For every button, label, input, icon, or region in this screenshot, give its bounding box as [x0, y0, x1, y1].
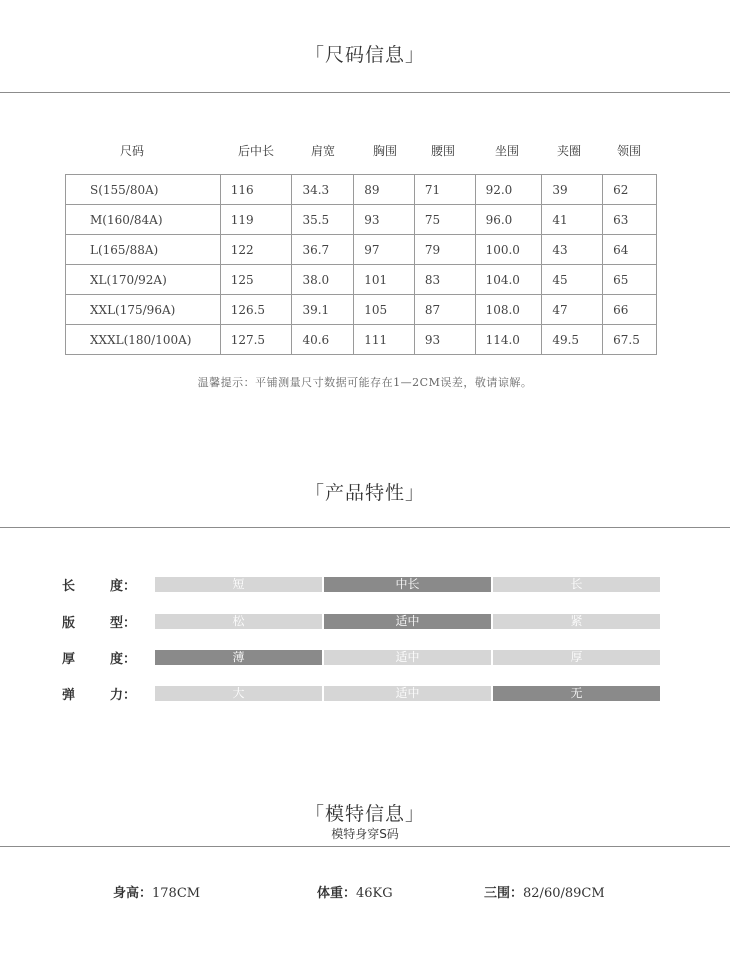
size-cell: XXL(175/96A)	[66, 295, 221, 325]
header-size: 尺码	[119, 144, 145, 158]
measure-cell: 39.1	[292, 295, 354, 325]
table-row	[66, 205, 657, 235]
product-section-title: 「产品特性」	[304, 482, 425, 504]
header-shoulder: 肩宽	[310, 144, 336, 158]
measure-cell: 47	[542, 295, 603, 325]
measure-cell: 36.7	[292, 235, 354, 265]
measure-cell: 66	[603, 295, 657, 325]
attribute-label-second: 度：	[110, 579, 137, 594]
measure-cell: 40.6	[292, 325, 354, 355]
size-cell: XL(170/92A)	[66, 265, 221, 295]
measure-cell: 45	[542, 265, 603, 295]
measure-cell: 62	[603, 175, 657, 205]
header-hip: 坐围	[494, 144, 520, 158]
measure-cell: 96.0	[475, 205, 542, 235]
table-row	[66, 175, 657, 205]
attribute-option-bar: 薄	[155, 650, 322, 665]
attribute-row	[0, 650, 730, 666]
attribute-row	[0, 577, 730, 593]
size-cell: XXXL(180/100A)	[66, 325, 221, 355]
divider	[0, 527, 730, 528]
attribute-label-first: 版	[62, 616, 76, 631]
attribute-option-bar: 短	[155, 577, 322, 592]
measure-cell: 49.5	[542, 325, 603, 355]
measure-cell: 111	[354, 325, 415, 355]
table-row	[66, 295, 657, 325]
size-cell: L(165/88A)	[66, 235, 221, 265]
attribute-option-bar: 适中	[324, 614, 491, 629]
attribute-label-first: 厚	[62, 652, 76, 667]
model-weight-value: 46KG	[356, 886, 393, 901]
measure-cell: 93	[414, 325, 475, 355]
attribute-label-second: 型：	[110, 616, 137, 631]
measure-cell: 105	[354, 295, 415, 325]
attribute-option-bar: 厚	[493, 650, 660, 665]
measure-cell: 119	[220, 205, 292, 235]
table-row	[66, 325, 657, 355]
measure-cell: 92.0	[475, 175, 542, 205]
measure-cell: 41	[542, 205, 603, 235]
measure-cell: 125	[220, 265, 292, 295]
measure-cell: 67.5	[603, 325, 657, 355]
size-table-header	[0, 142, 730, 158]
attribute-label-second: 力：	[110, 688, 137, 703]
header-back-length: 后中长	[237, 144, 275, 158]
attribute-option-bar: 长	[493, 577, 660, 592]
model-measurements	[484, 882, 605, 901]
attribute-label-first: 长	[62, 579, 76, 594]
attribute-row	[0, 686, 730, 702]
measure-cell: 114.0	[475, 325, 542, 355]
measure-cell: 39	[542, 175, 603, 205]
measure-cell: 64	[603, 235, 657, 265]
measure-cell: 43	[542, 235, 603, 265]
model-measure-label: 三围：	[484, 886, 524, 901]
attribute-label-second: 度：	[110, 652, 137, 667]
measure-cell: 63	[603, 205, 657, 235]
attribute-option-bar: 无	[493, 686, 660, 701]
model-subtitle: 模特身穿S码	[331, 827, 399, 841]
measure-cell: 87	[414, 295, 475, 325]
measure-cell: 34.3	[292, 175, 354, 205]
model-height-label: 身高：	[113, 886, 153, 901]
measure-cell: 101	[354, 265, 415, 295]
attribute-option-bar: 大	[155, 686, 322, 701]
measure-cell: 89	[354, 175, 415, 205]
measure-cell: 38.0	[292, 265, 354, 295]
attribute-row	[0, 614, 730, 630]
attribute-option-bar: 中长	[324, 577, 491, 592]
header-collar: 领围	[616, 144, 642, 158]
model-height-value: 178CM	[152, 886, 201, 901]
measure-cell: 100.0	[475, 235, 542, 265]
attribute-option-bar: 松	[155, 614, 322, 629]
header-chest: 胸围	[372, 144, 398, 158]
size-cell: S(155/80A)	[66, 175, 221, 205]
measure-cell: 75	[414, 205, 475, 235]
measure-cell: 35.5	[292, 205, 354, 235]
attribute-option-bar: 适中	[324, 650, 491, 665]
divider	[0, 92, 730, 93]
measure-cell: 122	[220, 235, 292, 265]
attribute-label-first: 弹	[62, 688, 76, 703]
attribute-option-bar: 适中	[324, 686, 491, 701]
measure-cell: 83	[414, 265, 475, 295]
measure-cell: 104.0	[475, 265, 542, 295]
model-height	[113, 882, 200, 901]
header-armhole: 夹圈	[556, 144, 582, 158]
model-weight-label: 体重：	[317, 886, 357, 901]
table-row	[66, 265, 657, 295]
model-section-title: 「模特信息」	[304, 803, 425, 825]
measure-cell: 79	[414, 235, 475, 265]
divider	[0, 846, 730, 847]
size-table	[65, 174, 657, 355]
size-section-title: 「尺码信息」	[304, 44, 425, 66]
measure-cell: 71	[414, 175, 475, 205]
measure-cell: 65	[603, 265, 657, 295]
model-weight	[317, 882, 393, 901]
attribute-option-bar: 紧	[493, 614, 660, 629]
header-waist: 腰围	[430, 144, 456, 158]
measure-cell: 93	[354, 205, 415, 235]
size-note: 温馨提示：平铺测量尺寸数据可能存在1—2CM误差，敬请谅解。	[197, 376, 533, 389]
measure-cell: 126.5	[220, 295, 292, 325]
measure-cell: 97	[354, 235, 415, 265]
table-row	[66, 235, 657, 265]
size-cell: M(160/84A)	[66, 205, 221, 235]
measure-cell: 116	[220, 175, 292, 205]
measure-cell: 127.5	[220, 325, 292, 355]
measure-cell: 108.0	[475, 295, 542, 325]
model-measure-value: 82/60/89CM	[523, 886, 605, 901]
